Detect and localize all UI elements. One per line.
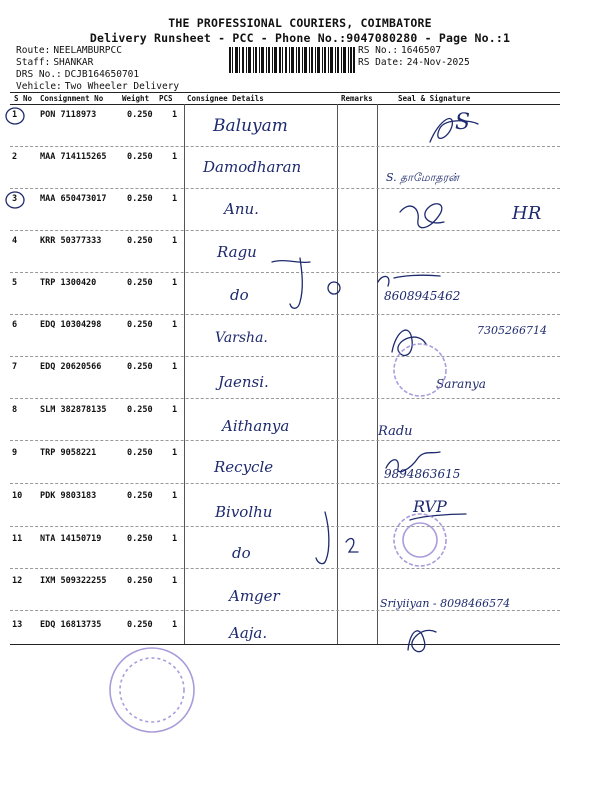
row-3-weight: 0.250 <box>127 194 153 204</box>
row-7-round-stamp <box>394 344 446 396</box>
staff-label: Staff: <box>16 57 51 68</box>
row-8-weight: 0.250 <box>127 405 153 415</box>
row-8-consignee-handwriting: Aithanya <box>222 417 290 435</box>
row-11-consignee-handwriting: do <box>232 544 251 562</box>
row-6-weight: 0.250 <box>127 320 153 330</box>
row-4-sno: 4 <box>12 236 18 246</box>
row-10-consignee-handwriting: Bivolhu <box>215 503 273 521</box>
route-value: NEELAMBURPCC <box>53 45 122 56</box>
row-11-round-stamp <box>394 514 446 566</box>
row-3-signature: HR <box>512 203 542 224</box>
row-8-pcs: 1 <box>172 405 178 415</box>
row-7-sno: 7 <box>12 362 18 372</box>
vehicle-label: Vehicle: <box>16 81 62 92</box>
col-weight-header: Weight <box>122 94 150 103</box>
drs-label: DRS No.: <box>16 69 62 80</box>
row-7-consignment: EDQ 20620566 <box>40 362 102 372</box>
row-13-consignment: EDQ 16813735 <box>40 620 102 630</box>
row-1-signature: S <box>455 110 471 135</box>
rs-no-value: 1646507 <box>401 45 442 56</box>
row-6-sno: 6 <box>12 320 18 330</box>
row-12-pcs: 1 <box>172 576 178 586</box>
drs-value: DCJB164650701 <box>64 69 140 80</box>
row-3-pcs: 1 <box>172 194 178 204</box>
row-4-consignee-handwriting: Ragu <box>217 243 257 261</box>
row-13-consignee-handwriting: Aaja. <box>229 624 268 642</box>
row-2-consignee-handwriting: Damodharan <box>203 158 302 176</box>
row-7-consignee-handwriting: Jaensi. <box>218 373 269 391</box>
row-12-weight: 0.250 <box>127 576 153 586</box>
row-2-consignment: MAA 714115265 <box>40 152 107 162</box>
row-10-pcs: 1 <box>172 491 178 501</box>
row-5-weight: 0.250 <box>127 278 153 288</box>
row-6-signature: 7305266714 <box>477 324 547 337</box>
col-consignment-header: Consignment No <box>40 94 104 103</box>
row-8-consignment: SLM 382878135 <box>40 405 107 415</box>
row-1-consignment: PON 7118973 <box>40 110 97 120</box>
runsheet-subtitle: Delivery Runsheet - PCC - Phone No.:9047080280 - Page No.:1 <box>89 31 511 45</box>
row-13-sno: 13 <box>12 620 23 630</box>
row-12-signature: Sriyiiyan - 8098466574 <box>380 597 511 610</box>
row-4-pcs: 1 <box>172 236 178 246</box>
vehicle-value: Two Wheeler Delivery <box>64 81 180 92</box>
rs-no-label: RS No.: <box>358 45 399 56</box>
row-2-pcs: 1 <box>172 152 178 162</box>
row-7-weight: 0.250 <box>127 362 153 372</box>
row-7-signature: Saranya <box>436 377 486 391</box>
row-5-consignee-handwriting: do <box>230 286 249 304</box>
row-11-pcs: 1 <box>172 534 178 544</box>
rs-date-value: 24-Nov-2025 <box>406 57 470 68</box>
row-10-consignment: PDK 9803183 <box>40 491 97 501</box>
rs-date-label: RS Date: <box>358 57 404 68</box>
bottom-round-stamp-inner <box>120 658 184 722</box>
row-10-signature: RVP <box>413 497 447 516</box>
row-9-pcs: 1 <box>172 448 178 458</box>
row-9-sno: 9 <box>12 448 18 458</box>
row-5-sno: 5 <box>12 278 18 288</box>
col-sno-header: S No <box>14 94 33 103</box>
row-9-consignment: TRP 9058221 <box>40 448 97 458</box>
bottom-round-stamp <box>110 648 194 732</box>
row-10-sno: 10 <box>12 491 23 501</box>
row-3-consignee-handwriting: Anu. <box>224 200 259 218</box>
row-4-weight: 0.250 <box>127 236 153 246</box>
row-13-pcs: 1 <box>172 620 178 630</box>
row-6-consignee-handwriting: Varsha. <box>215 330 268 346</box>
staff-value: SHANKAR <box>53 57 94 68</box>
row-5-pcs: 1 <box>172 278 178 288</box>
row-2-weight: 0.250 <box>127 152 153 162</box>
row-9-consignee-handwriting: Recycle <box>214 458 274 476</box>
row-11-consignment: NTA 14150719 <box>40 534 102 544</box>
route-label: Route: <box>16 45 51 56</box>
row-13-weight: 0.250 <box>127 620 153 630</box>
company-title: THE PROFESSIONAL COURIERS, COIMBATORE <box>168 16 432 30</box>
row-1-sno: 1 <box>12 110 18 120</box>
row-10-weight: 0.250 <box>127 491 153 501</box>
col-sign-header: Seal & Signature <box>398 94 471 103</box>
row-4-consignment: KRR 50377333 <box>40 236 102 246</box>
row-12-sno: 12 <box>12 576 23 586</box>
col-pcs-header: PCS <box>159 94 173 103</box>
col-remarks-header: Remarks <box>341 94 373 103</box>
row-5-consignment: TRP 1300420 <box>40 278 97 288</box>
row-1-weight: 0.250 <box>127 110 153 120</box>
row-3-sno: 3 <box>12 194 18 204</box>
row-7-pcs: 1 <box>172 362 178 372</box>
row-11-sno: 11 <box>12 534 23 544</box>
row-5-signature: 8608945462 <box>384 289 461 303</box>
row-12-consignment: IXM 509322255 <box>40 576 107 586</box>
row-3-consignment: MAA 650473017 <box>40 194 107 204</box>
row-11-weight: 0.250 <box>127 534 153 544</box>
row-2-signature: S. தாமோதரன் <box>386 171 459 184</box>
row-1-pcs: 1 <box>172 110 178 120</box>
row-6-consignment: EDQ 10304298 <box>40 320 102 330</box>
row-9-weight: 0.250 <box>127 448 153 458</box>
row-8-sno: 8 <box>12 405 18 415</box>
row-1-consignee-handwriting: Baluyam <box>213 116 288 136</box>
col-consignee-header: Consignee Details <box>187 94 264 103</box>
row-12-consignee-handwriting: Amger <box>229 587 280 605</box>
row-2-sno: 2 <box>12 152 18 162</box>
row-11-round-stamp-inner <box>403 523 437 557</box>
row-6-pcs: 1 <box>172 320 178 330</box>
row-9-signature: 9894863615 <box>384 467 461 481</box>
row-8-signature: Radu <box>378 424 413 439</box>
